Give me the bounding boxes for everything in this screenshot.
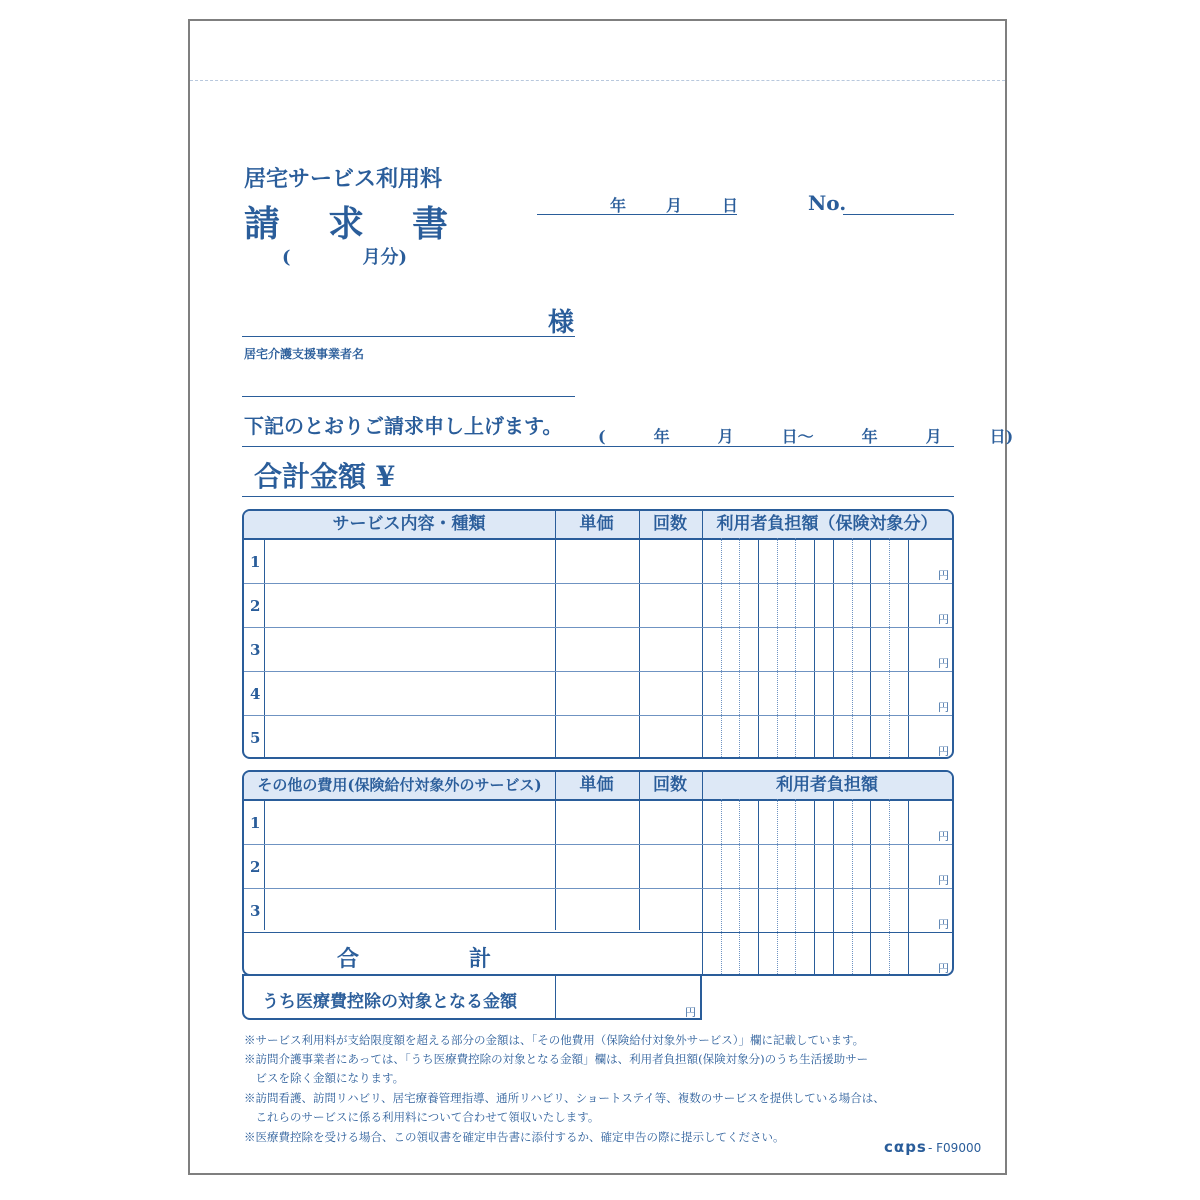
col-service-header: サービス内容・種類 xyxy=(332,514,486,534)
request-text: 下記のとおりご請求申し上げます。 xyxy=(244,414,563,438)
column-divider xyxy=(702,511,703,757)
yen-unit: 円 xyxy=(938,657,949,670)
billing-period: ( 年 月 日～ 年 月 日) xyxy=(598,427,1014,446)
total-row-label: 合 計 xyxy=(336,946,491,972)
total-amount-underline xyxy=(242,496,954,497)
yen-unit: 円 xyxy=(938,701,949,714)
date-underline xyxy=(537,214,737,215)
row-divider xyxy=(244,715,952,716)
yen-unit: 円 xyxy=(938,830,949,843)
col-count-header: 回数 xyxy=(653,775,687,795)
insured-services-table xyxy=(242,509,954,759)
row-number: 3 xyxy=(250,902,261,920)
honorific-sama: 様 xyxy=(548,308,575,338)
column-divider xyxy=(555,976,556,1018)
row-divider xyxy=(244,844,952,845)
column-divider xyxy=(555,511,556,757)
col-unit-price-header: 単価 xyxy=(579,775,614,795)
footnote: これらのサービスに係る利用料について合わせて領収いたします。 xyxy=(244,1110,600,1124)
col-unit-price-header: 単価 xyxy=(579,514,614,534)
footnote: ※サービス利用料が支給限度額を超える部分の金額は、「その他費用（保険給付対象外サービス）」欄に記載しています。 xyxy=(244,1033,865,1047)
row-number: 1 xyxy=(250,553,261,571)
request-underline xyxy=(242,446,954,447)
row-number: 2 xyxy=(250,597,261,615)
column-divider xyxy=(639,511,640,757)
footnote: ※医療費控除を受ける場合、この領収書を確定申告書に添付するか、確定申告の際に提示してください。 xyxy=(244,1130,785,1144)
row-number-divider xyxy=(264,538,265,757)
product-code: - F09000 xyxy=(928,1141,982,1155)
digit-divider xyxy=(814,538,815,757)
footnote: ※訪問介護事業者にあっては、「うち医療費控除の対象となる金額」欄は、利用者負担額(保険対象分)のうち生活援助サー xyxy=(244,1052,869,1066)
provider-name-line xyxy=(242,396,575,397)
digit-divider xyxy=(870,538,871,757)
row-number: 4 xyxy=(250,685,261,703)
other-costs-table xyxy=(242,770,954,976)
medical-deduction-box xyxy=(242,974,702,1020)
provider-label: 居宅介護支援事業者名 xyxy=(244,347,365,361)
column-divider xyxy=(702,772,703,974)
row-number: 1 xyxy=(250,814,261,832)
brand-logo: cαps xyxy=(884,1138,927,1156)
col-count-header: 回数 xyxy=(653,514,687,534)
medical-deduction-label: うち医療費控除の対象となる金額 xyxy=(262,992,517,1012)
col-other-header: その他の費用(保険給付対象外のサービス) xyxy=(257,776,542,794)
digit-divider xyxy=(814,799,815,974)
number-underline xyxy=(843,214,954,215)
date-day-label: 日 xyxy=(722,196,739,215)
month-part: ( 月分) xyxy=(282,247,408,268)
row-number-divider xyxy=(264,799,265,930)
row-number: 2 xyxy=(250,858,261,876)
row-divider xyxy=(244,583,952,584)
form-title: 請求書 xyxy=(244,203,497,245)
digit-divider xyxy=(758,799,759,974)
column-divider xyxy=(555,772,556,930)
yen-unit: 円 xyxy=(938,874,949,887)
digit-divider xyxy=(870,799,871,974)
footnote: ビスを除く金額になります。 xyxy=(244,1071,405,1085)
digit-divider xyxy=(758,538,759,757)
footnote: ※訪問看護、訪問リハビリ、居宅療養管理指導、通所リハビリ、ショートステイ等、複数のサービスを提供している場合は、 xyxy=(244,1091,885,1105)
date-year-label: 年 xyxy=(610,196,627,215)
number-label: No. xyxy=(808,191,847,215)
col-amount-header: 利用者負担額（保険対象分） xyxy=(716,514,938,534)
row-number: 3 xyxy=(250,641,261,659)
customer-name-line xyxy=(242,336,575,337)
total-amount-label: 合計金額 ¥ xyxy=(254,460,396,493)
row-divider xyxy=(244,671,952,672)
row-number: 5 xyxy=(250,729,261,747)
yen-unit: 円 xyxy=(938,745,949,758)
col-amount-header: 利用者負担額 xyxy=(776,775,878,795)
column-divider xyxy=(639,772,640,930)
yen-unit: 円 xyxy=(938,918,949,931)
date-month-label: 月 xyxy=(666,196,683,215)
row-divider xyxy=(244,627,952,628)
yen-unit: 円 xyxy=(685,1006,696,1019)
yen-unit: 円 xyxy=(938,569,949,582)
total-row-divider xyxy=(244,932,952,933)
yen-unit: 円 xyxy=(938,962,949,975)
row-divider xyxy=(244,888,952,889)
form-subtitle: 居宅サービス利用料 xyxy=(244,166,443,192)
yen-unit: 円 xyxy=(938,613,949,626)
perforation-line xyxy=(190,80,1005,81)
